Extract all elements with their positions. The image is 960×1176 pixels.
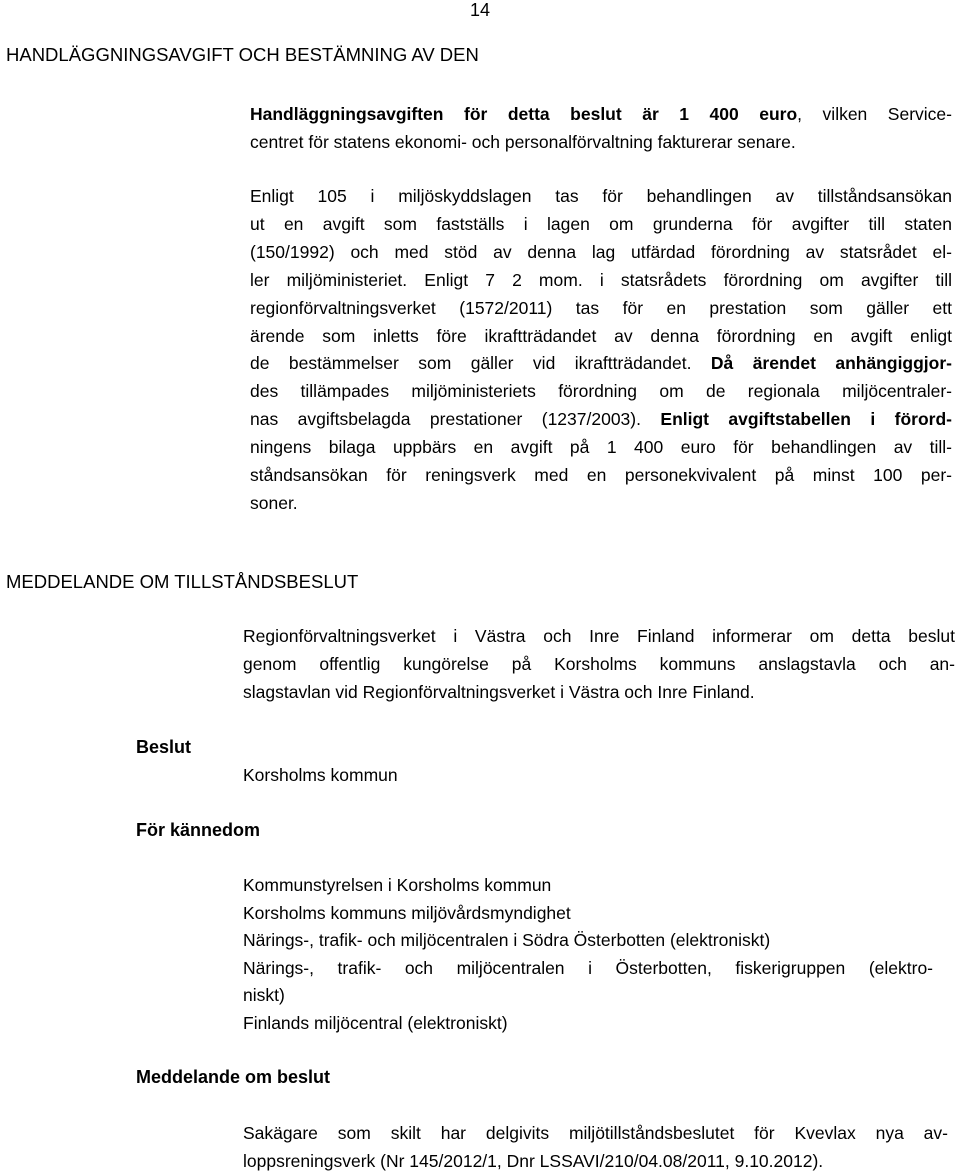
list-item: Finlands miljöcentral (elektroniskt) — [243, 1012, 508, 1033]
list-item: Närings-, trafik- och miljöcentralen i Österbotten, fiskerigruppen (elektro- — [243, 957, 933, 978]
list-item: niskt) — [243, 985, 285, 1005]
page-number: 14 — [470, 0, 491, 20]
for-kannedom-label: För kännedom — [136, 820, 261, 840]
notice-section-heading: MEDDELANDE OM TILLSTÅNDSBESLUT — [6, 571, 359, 592]
meddelande-label: Meddelande om beslut — [136, 1067, 331, 1087]
list-item: Korsholms kommuns miljövårdsmyndighet — [243, 902, 571, 923]
legal-basis-paragraph: Enligt 105 i miljöskyddslagen tas för behandlingen av tillståndsansökan ut en avgift som fastställs i lagen om grunderna för avgifter till staten (150/1992) och med stöd av denna lag utfärdad förordning av statsrådet el- ler miljöministeriet. Enligt 7 2 mom. i statsrådets förordning om avgifter till regionförvaltningsverket (1572/2011) tas för en prestation som gäller ett ärende som inletts före ikraftträdandet av denna förordning en avgift enligt de bestämmelser som gäller vid ikraftträdandet. Då ärendet anhängiggjor- des tillämpades miljöministeriets förordning om de regionala miljöcentraler- nas avgiftsbelagda prestationer (1237/2003). Enligt avgiftstabellen i förord- ningens bilaga uppbärs en avgift på 1 400 euro för behandlingen av till- ståndsansökan för reningsverk med en personekvivalent på minst 100 per- soner. — [250, 186, 952, 513]
notice-intro-paragraph: Regionförvaltningsverket i Västra och Inre Finland informerar om detta beslut genom offentlig kungörelse på Korsholms kommuns anslagstavla och an- slagstavlan vid Regionförvaltningsverket i Västra och Inre Finland. — [243, 626, 955, 702]
beslut-recipient: Korsholms kommun — [243, 765, 398, 785]
for-kannedom-list — [243, 872, 955, 1037]
meddelande-paragraph: Sakägare som skilt har delgivits miljötillståndsbeslutet för Kvevlax nya av- loppsreningsverk (Nr 145/2012/1, Dnr LSSAVI/210/04.08/2011, 9.10.2012). — [243, 1123, 948, 1171]
fee-statement: Handläggningsavgiften för detta beslut är 1 400 euro, vilken Service- centret för statens ekonomi- och personalförvaltning fakturerar senare. — [250, 104, 952, 152]
list-item: Kommunstyrelsen i Korsholms kommun — [243, 875, 552, 895]
fee-amount-statement: Handläggningsavgiften för detta beslut är 1 400 euro — [250, 104, 798, 124]
list-item: Närings-, trafik- och miljöcentralen i Södra Österbotten (elektroniskt) — [243, 930, 771, 950]
fee-section-heading: HANDLÄGGNINGSAVGIFT OCH BESTÄMNING AV DEN — [6, 44, 479, 65]
beslut-label: Beslut — [136, 737, 192, 757]
